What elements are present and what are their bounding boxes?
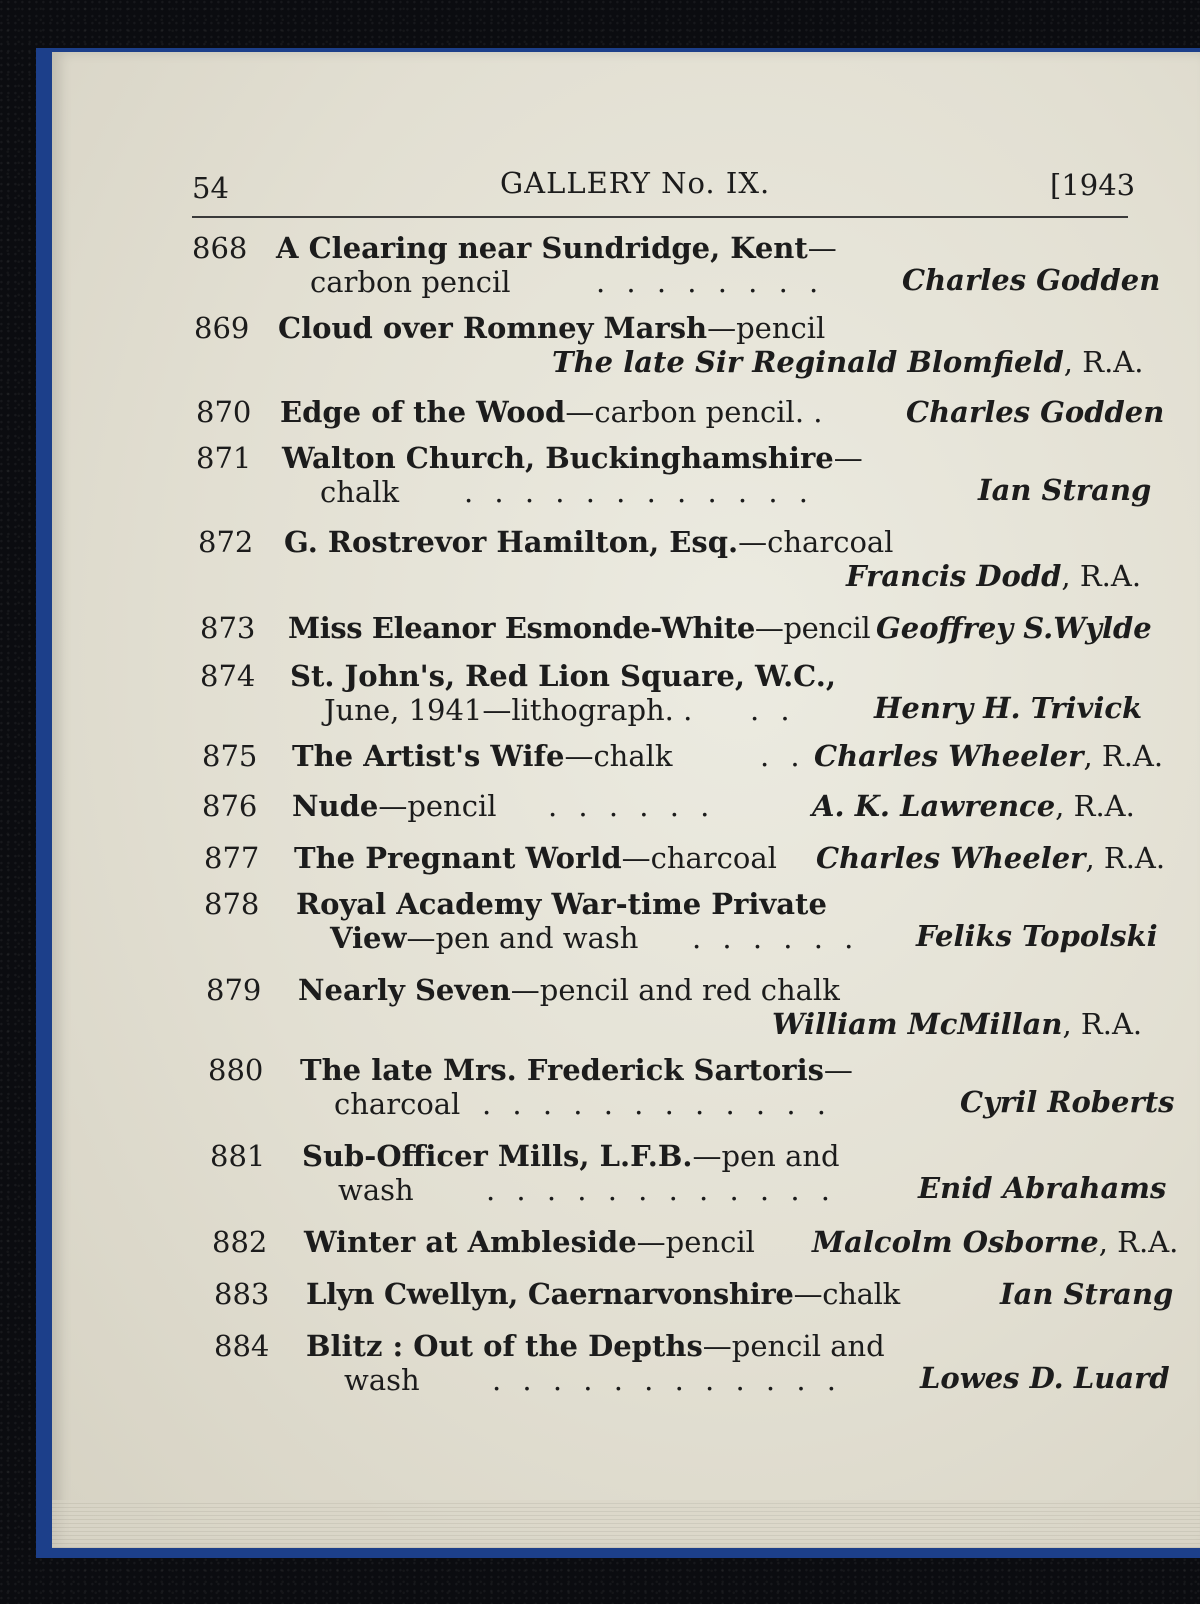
entry-number: 881 (210, 1139, 266, 1173)
entry-number: 875 (202, 739, 258, 773)
entry-artist: Charles Godden (906, 395, 1165, 429)
leader-dots: . . . . . . . . . . . . (492, 1363, 843, 1397)
entry-title: Sub-Officer Mills, L.F.B. (302, 1139, 693, 1173)
entry-title: Miss Eleanor Esmonde-White (288, 611, 755, 645)
leader-dots: . . . . . . . . (596, 265, 825, 299)
entry-artist-suffix: , R.A. (1063, 345, 1144, 379)
entry-medium-line2: June, 1941—lithograph. . (324, 693, 693, 727)
entry-medium-line2: chalk (320, 475, 400, 509)
entry-medium: — (807, 231, 837, 265)
entry-medium: —pencil (636, 1225, 755, 1259)
entry-number: 879 (206, 973, 262, 1007)
gallery-title: GALLERY No. IX. (500, 166, 771, 200)
entry-medium: —chalk (564, 739, 673, 773)
header-rule (192, 216, 1128, 218)
entry-artist: The late Sir Reginald Blomfield (552, 345, 1064, 379)
leader-dots: . . (760, 739, 806, 773)
entry-number: 873 (200, 611, 256, 645)
entry-title: The Artist's Wife (292, 739, 565, 773)
leader-dots: . . (750, 693, 796, 727)
entry-number: 878 (204, 887, 260, 921)
entry-title: Edge of the Wood (280, 395, 566, 429)
entry-artist: Cyril Roberts (960, 1085, 1175, 1119)
leader-dots: . . . . . . . . . . . . (486, 1173, 837, 1207)
entry-artist: William McMillan (772, 1007, 1063, 1041)
entry-artist: Henry H. Trivick (874, 691, 1143, 725)
entry-artist-suffix: , R.A. (1061, 559, 1142, 593)
entry-number: 870 (196, 395, 252, 429)
entry-title: Royal Academy War-time Private (296, 887, 827, 921)
page-header (0, 166, 1200, 206)
entry-artist-suffix: , R.A. (1083, 739, 1164, 773)
entry-title: Llyn Cwellyn, Caernarvonshire (306, 1277, 794, 1311)
catalogue-year: [1943 (1050, 168, 1136, 202)
entry-title: Blitz : Out of the Depths (306, 1329, 703, 1363)
entry-medium-line2: —pen and wash (406, 921, 639, 955)
entry-medium: — (823, 1053, 853, 1087)
entry-medium: —pencil and (702, 1329, 885, 1363)
entry-number: 869 (194, 311, 250, 345)
leader-dots: . . . . . . (692, 921, 860, 955)
entry-medium: —chalk (793, 1277, 900, 1311)
entry-artist: Francis Dodd (846, 559, 1062, 593)
entry-title: Cloud over Romney Marsh (278, 311, 708, 345)
entry-medium: —pencil (754, 611, 871, 645)
entry-title: Walton Church, Buckinghamshire (282, 441, 834, 475)
entry-artist-suffix: , R.A. (1055, 789, 1135, 823)
entry-title: Nude (292, 789, 379, 823)
entry-medium-line2: wash (338, 1173, 414, 1207)
entry-artist-suffix: , R.A. (1098, 1225, 1179, 1259)
entry-artist: Enid Abrahams (918, 1171, 1167, 1205)
entry-number: 868 (192, 231, 248, 265)
entry-medium: —charcoal (621, 841, 777, 875)
entry-number: 876 (202, 789, 258, 823)
entry-medium: —charcoal (738, 525, 894, 559)
entry-artist-suffix: , R.A. (1085, 841, 1166, 875)
page-stack-edge (52, 1500, 1200, 1548)
entry-artist: Geoffrey S.Wylde (876, 611, 1152, 645)
entry-artist: Ian Strang (978, 473, 1152, 507)
entry-title-line2: View (330, 921, 407, 955)
entry-number: 883 (214, 1277, 270, 1311)
page-number: 54 (192, 171, 229, 205)
entry-artist: Charles Wheeler (814, 739, 1084, 773)
entry-artist: Ian Strang (1000, 1277, 1174, 1311)
entry-title: The Pregnant World (294, 841, 622, 875)
entry-medium: —carbon pencil. . (565, 395, 823, 429)
entry-artist: Lowes D. Luard (920, 1361, 1170, 1395)
entry-artist: Feliks Topolski (916, 919, 1158, 953)
entry-title: A Clearing near Sundridge, Kent (276, 231, 808, 265)
entry-medium-line2: wash (344, 1363, 420, 1397)
entry-medium: —pencil (707, 311, 826, 345)
entry-number: 872 (198, 525, 254, 559)
entry-medium: —pencil (378, 789, 497, 823)
entry-medium: — (833, 441, 863, 475)
entry-number: 871 (196, 441, 252, 475)
leader-dots: . . . . . . (548, 789, 716, 823)
entry-artist-suffix: , R.A. (1062, 1007, 1143, 1041)
entry-medium-line2: charcoal (334, 1087, 461, 1121)
entry-number: 874 (200, 659, 256, 693)
entry-medium: —pencil and red chalk (510, 973, 840, 1007)
entry-artist: Charles Godden (902, 263, 1161, 297)
entry-medium: —pen and (692, 1139, 840, 1173)
leader-dots: . . . . . . . . . . . . (464, 475, 815, 509)
entry-medium-line2: carbon pencil (310, 265, 511, 299)
leader-dots: . . . . . . . . . . . . (482, 1087, 833, 1121)
entry-title: Winter at Ambleside (304, 1225, 637, 1259)
entry-title: Nearly Seven (298, 973, 511, 1007)
entry-number: 877 (204, 841, 260, 875)
entry-number: 880 (208, 1053, 264, 1087)
entry-number: 884 (214, 1329, 270, 1363)
entry-number: 882 (212, 1225, 268, 1259)
entry-title: G. Rostrevor Hamilton, Esq. (284, 525, 739, 559)
entry-artist: Malcolm Osborne (812, 1225, 1099, 1259)
entry-title: The late Mrs. Frederick Sartoris (300, 1053, 824, 1087)
entry-title: St. John's, Red Lion Square, W.C., (290, 659, 836, 693)
entry-artist: Charles Wheeler (816, 841, 1086, 875)
entry-artist: A. K. Lawrence (812, 789, 1056, 823)
